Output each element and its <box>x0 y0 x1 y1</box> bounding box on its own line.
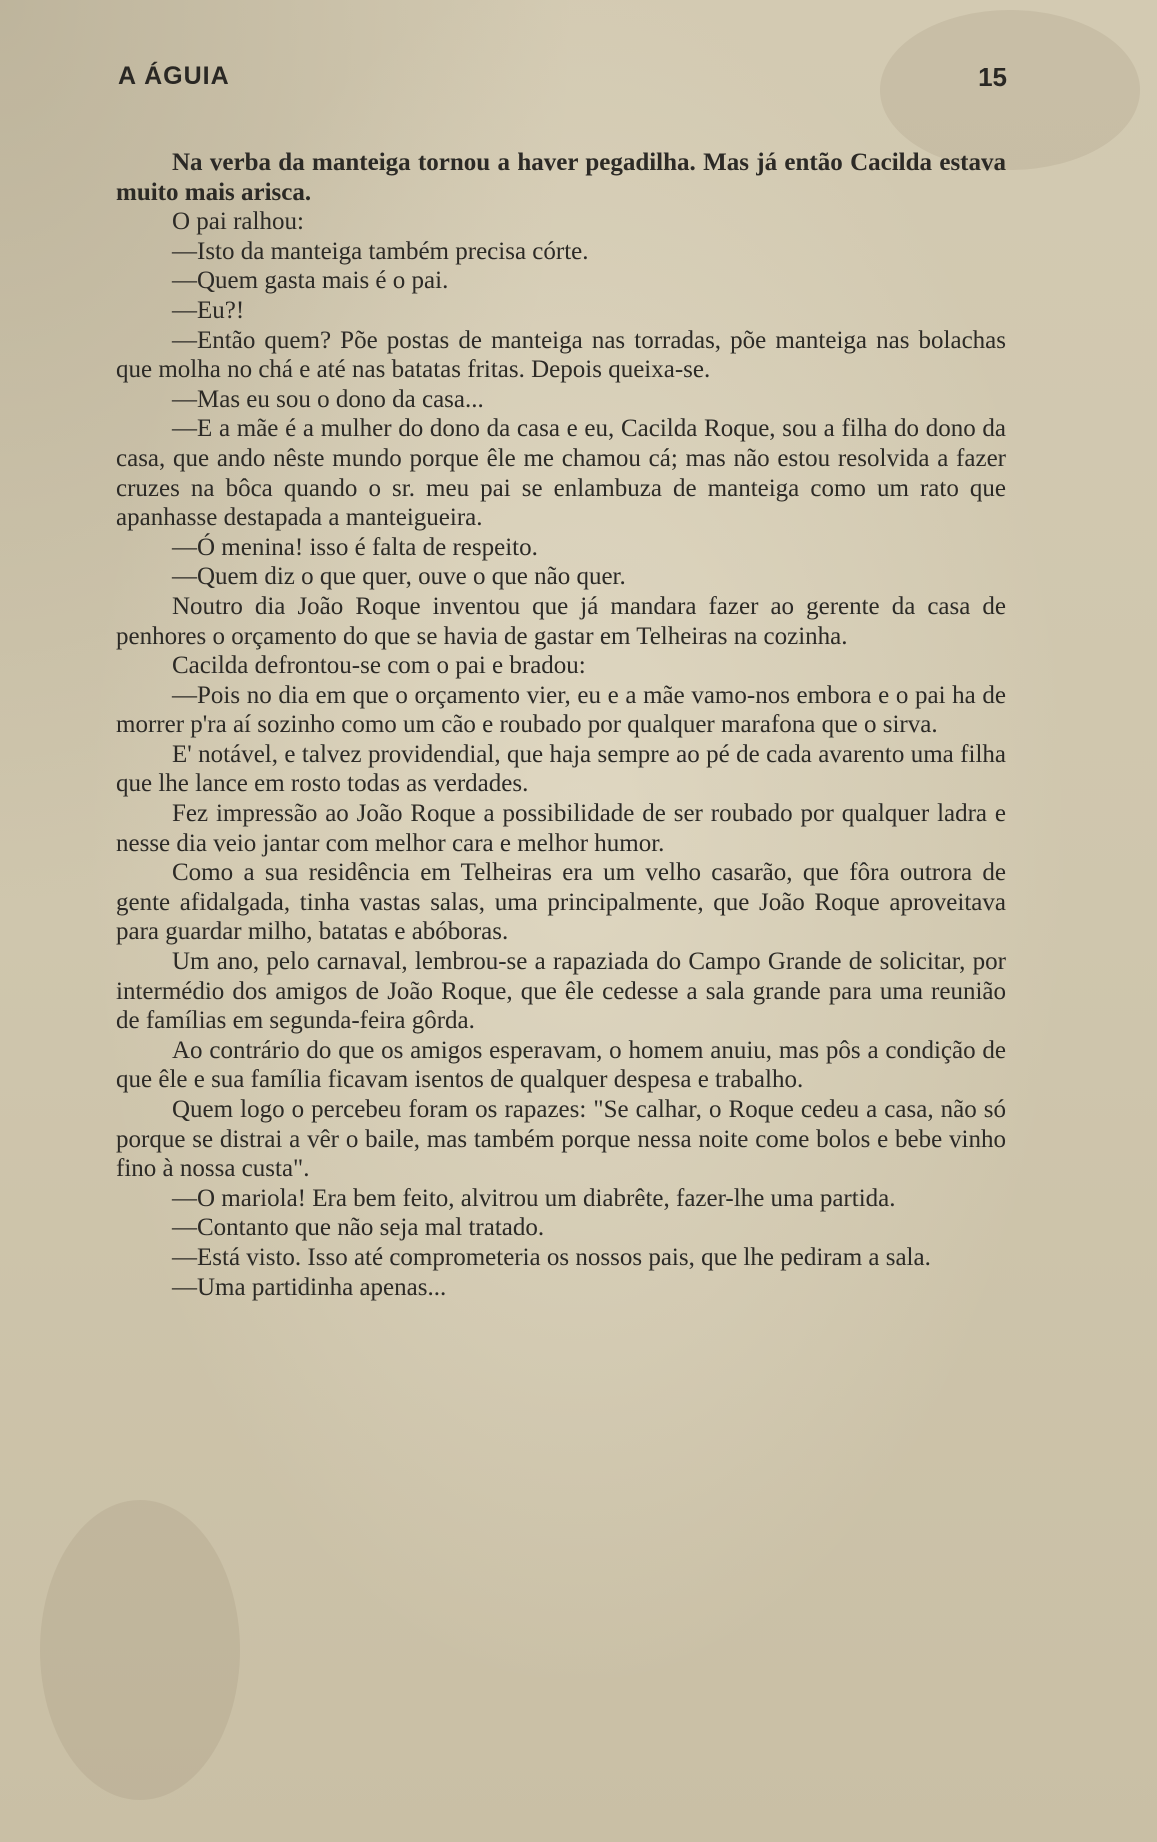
paragraph: —Quem gasta mais é o pai. <box>172 267 449 295</box>
paragraph: —Mas eu sou o dono da casa... <box>172 385 484 413</box>
paragraph: —Está visto. Isso até comprometeria os nossos pais, que lhe pediram a sala. <box>172 1243 931 1271</box>
paper-stain <box>40 1500 240 1800</box>
paragraph: Quem logo o percebeu foram os rapazes: "Se calhar, o Roque cedeu a casa, não só porque se distrai a vêr o baile, mas também porque nessa noite come bolos e bebe vinho fino à nossa custa". <box>116 1096 1006 1183</box>
paragraph: —Isto da manteiga também precisa córte. <box>172 237 589 265</box>
running-head <box>118 58 1007 98</box>
paragraph: —Ó menina! isso é falta de respeito. <box>172 533 538 561</box>
paragraph: —E a mãe é a mulher do dono da casa e eu, Cacilda Roque, sou a filha do dono da casa, que ando nêste mundo porque êle me chamou cá; mas não estou resolvida a fazer cruzes na bôca quando o sr. meu pai se enlambuza de manteiga como um rato que apanhasse destapada a manteigueira. <box>116 415 1006 532</box>
paragraph: Como a sua residência em Telheiras era um velho casarão, que fôra outrora de gente afidalgada, tinha vastas salas, uma principalmente, que João Roque aproveitava para guardar milho, batatas e abóboras. <box>116 859 1006 946</box>
paragraph: Noutro dia João Roque inventou que já mandara fazer ao gerente da casa de penhores o orçamento do que se havia de gastar em Telheiras na cozinha. <box>116 592 1006 650</box>
page-number: 15 <box>978 62 1007 92</box>
paragraph: E' notável, e talvez providendial, que haja sempre ao pé de cada avarento uma filha que lhe lance em rosto todas as verdades. <box>116 740 1006 798</box>
body-text <box>116 148 1006 1302</box>
paragraph: O pai ralhou: <box>172 208 304 236</box>
paragraph: —Eu?! <box>172 296 245 324</box>
paragraph: —Quem diz o que quer, ouve o que não quer. <box>172 563 626 591</box>
paragraph: —Então quem? Põe postas de manteiga nas torradas, põe manteiga nas bolachas que molha no chá e até nas batatas fritas. Depois queixa-se. <box>116 326 1006 384</box>
paragraph: —O mariola! Era bem feito, alvitrou um diabrête, fazer-lhe uma partida. <box>172 1184 896 1212</box>
paragraph: Fez impressão ao João Roque a possibilidade de ser roubado por qualquer ladra e nesse dia veio jantar com melhor cara e melhor humor. <box>116 800 1006 857</box>
paragraph: —Contanto que não seja mal tratado. <box>172 1214 545 1242</box>
paragraph: Cacilda defrontou-se com o pai e bradou: <box>172 652 586 680</box>
paragraph: —Pois no dia em que o orçamento vier, eu e a mãe vamo-nos embora e o pai ha de morrer p'ra aí sozinho como um cão e roubado por qualquer marafona que o sirva. <box>116 681 1006 739</box>
paragraph: —Uma partidinha apenas... <box>172 1273 447 1301</box>
paragraph: Um ano, pelo carnaval, lembrou-se a rapaziada do Campo Grande de solicitar, por intermédio dos amigos de João Roque, que êle cedesse a sala grande para uma reunião de famílias em segunda-feira gôrda. <box>116 948 1006 1035</box>
paragraph: Ao contrário do que os amigos esperavam, o homem anuiu, mas pôs a condição de que êle e sua família ficavam isentos de qualquer despesa e trabalho. <box>116 1036 1006 1094</box>
paragraph: Na verba da manteiga tornou a haver pegadilha. Mas já então Cacilda estava muito mais arisca. <box>116 149 1006 206</box>
running-title: A ÁGUIA <box>118 62 230 90</box>
